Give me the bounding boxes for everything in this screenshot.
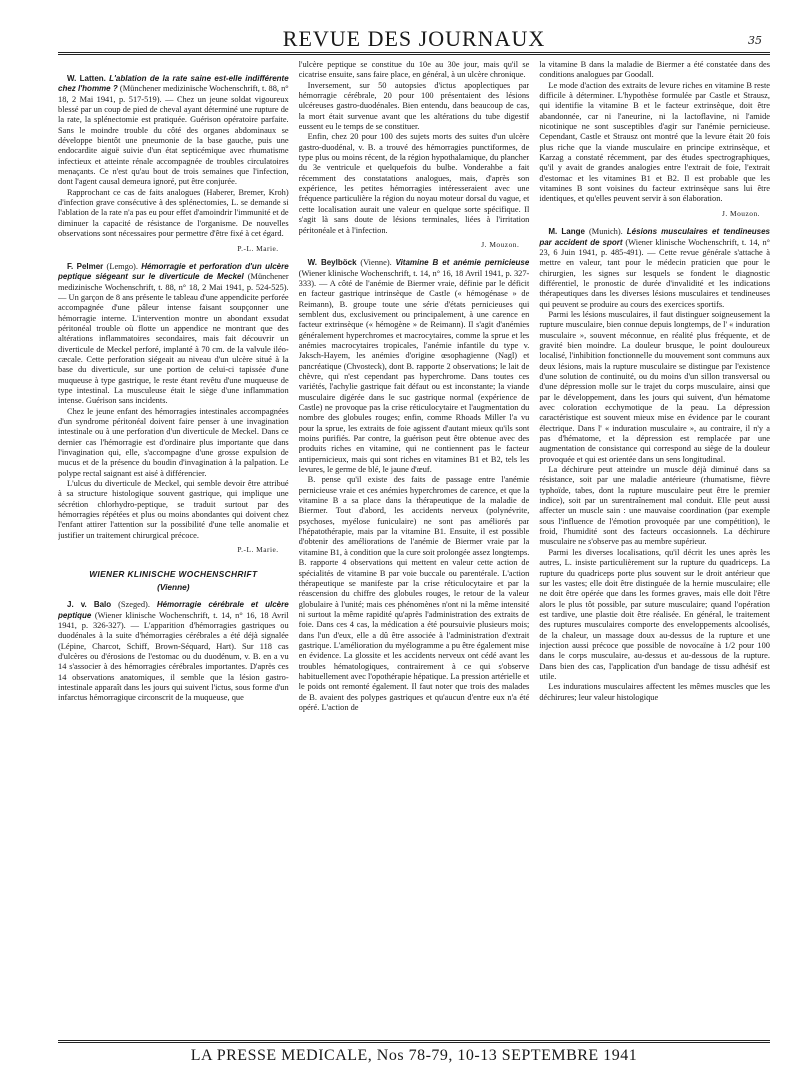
- continued-paragraph: la vitamine B dans la maladie de Biermer a été constatée dans des conditions analogues par Goodall.: [539, 60, 770, 80]
- journal-name-heading: WIENER KLINISCHE WOCHENSCHRIFT: [89, 569, 258, 580]
- page-header: [58, 22, 770, 56]
- paragraph: Le mode d'action des extraits de levure riches en vitamine B reste difficile à déterminer. L'hypothèse formulée par Castle et Strausz, qui identifie la vitamine B et le facteur extrinsèque, doit être abandonnée, car ni l'aneurine, ni la lactoflavine, ni l'amide nicotinique ne sont susceptibles d'agir sur l'anémie pernicieuse. Cependant, Castle et Strausz ont montré que la levure était 20 fois plus riche que la viande musculaire en principe extrinsèque, et Karzag a constaté récemment, par des études spectrographiques, qu'il y avait de grandes analogies entre l'extrait de foie, l'extrait d'estomac et les vitamines B1 et B2. Il est probable que les vitamines B sont voisines du facteur extrinsèque sans lui être identiques, et qu'elles peuvent servir à son élaboration.: [539, 80, 770, 204]
- reviewer-signature: P.-L. Marie.: [237, 243, 279, 253]
- journal-section-title: REVUE DES JOURNAUX: [282, 26, 546, 51]
- paragraph: Parmi les lésions musculaires, il faut distinguer soigneusement la rupture musculaire, bien connue depuis longtemps, de l' « induration musculaire », souvent méconnue, en réalité plus fréquente, et de gravité bien moindre. La douleur brusque, le point douloureux localisé, l'inhibition fonctionnelle du mouvement sont communs aux deux lésions, mais la rupture musculaire se distingue par l'existence d'une solution de continuité, ou du moins d'un sillon transversal ou d'une dépression molle sur le trajet du corps musculaire, ainsi que par le développement, dans les jours qui suivent, d'un hématome avec coloration ecchymotique de la peau. La dépression caractéristique est souvent mieux mise en évidence par le courant électrique. Dans l' « induration musculaire », au contraire, il n'y a pas d'hématome, et la dépression est remplacée par une augmentation de consistance qui correspond au siège de la douleur provoquée et qui est orientée dans un sens longitudinal.: [539, 309, 770, 464]
- reviewer-signature: J. Mouzon.: [481, 239, 520, 249]
- paragraph: Rapprochant ce cas de faits analogues (Haberer, Bremer, Kroh) d'infection grave consécutive à des splénectomies, L. se demande si l'ablation de la rate n'a pas eu pour effet d'amoindrir l'immunité et de diminuer la capacité de résistance de l'organisme. De nouvelles observations sont nécessaires pour permettre d'être fixé à cet égard.: [58, 187, 289, 239]
- article-place: (Lemgo).: [106, 261, 138, 271]
- article-place: (Munich).: [589, 227, 623, 237]
- paragraph: La déchirure peut atteindre un muscle déjà diminué dans sa résistance, soit par une maladie antérieure (rhumatisme, fièvre typhoïde, tabes, dont la rupture musculaire peut être le premier indice), soit par un surentraînement mal conduit. Elle peut aussi affecter un muscle sain : une mauvaise coordination (par exemple sous l'influence de l'émotion provoquée par une compétition), le froid, l'humidité sont des facteurs occasionnels. La déchirure musculaire ne s'observe pas au membre supérieur.: [539, 465, 770, 547]
- reviewer-signature: J. Mouzon.: [721, 208, 760, 218]
- article-place: (Vienne).: [360, 258, 392, 268]
- article-columns: [58, 60, 770, 1033]
- article-body: (Wiener klinische Wochenschrift, t. 14, n° 16, 18 Avril 1941, p. 326-327). — L'apparition d'hémorragies gastriques ou duodénales à la suite d'hémorragies cérébrales a été déjà signalée (Lépine, Charcot, Schiff, Brown-Séquard, Hart). Sur 118 cas d'ulcères ou d'érosions de l'estomac ou du duodénum, v. B. en a vu 14 s'associer à des hémorragies cérébrales importantes. D'après ces 14 observations anatomiques, il semble que la lésion gastro-intestinale apparaît dans les jours qui suivent l'ictus, sous forme d'un infarctus hémorragique circonscrit de la muqueuse, que: [58, 610, 289, 703]
- paragraph: Chez le jeune enfant des hémorragies intestinales accompagnées d'un syndrome péritonéal doivent faire penser à une invagination intestinale ou à une perforation d'un diverticule de Meckel. Dans ce dernier cas l'hémorragie est d'ordinaire plus importante que dans l'invagination qui, elle, s'accompagne d'une grosse expulsion de mucus et de la présence du boudin d'invagination à la palpation. Le polype rectal saignant est aisé à différencier.: [58, 406, 289, 478]
- paragraph: Les indurations musculaires affectent les mêmes muscles que les déchirures; leur valeur histologique: [539, 682, 770, 702]
- reviewer-signature: P.-L. Marie.: [237, 545, 279, 555]
- article-author: J. v. Balo: [67, 600, 112, 610]
- page-number: 35: [748, 34, 762, 47]
- page-footer: [58, 1040, 770, 1070]
- paragraph: Enfin, chez 20 pour 100 des sujets morts des suites d'un ulcère gastro-duodénal, v. B. a trouvé des hémorragies punctiformes, de type plus ou moins récent, de la région hypothalamique, du plancher du 3e ventricule et quelquefois du bulbe. Vonderahbe a fait récemment des constatations analogues, mais, d'après son expérience, les petites hémorragies intéresseraient avec une fréquence particulière la région du noyau moteur dorsal du vague, et cette localisation aurait une valeur en quelque sorte spécifique. Il s'agit là sans doute de lésions terminales, liées à l'irritation péritonéale et à l'infection.: [298, 132, 530, 235]
- paragraph: Parmi les diverses localisations, qu'il décrit les unes après les autres, L. insiste particulièrement sur la rupture du quadriceps. La rupture du quadriceps porte plus souvent sur le droit antérieur que sur les vastes; elle doit être distinguée de la hernie musculaire; elle ne doit être opérée que dans les formes graves, mais elle doit l'être alors le plus tôt possible, par suture musculaire; quand l'opération est tardive, une plastie doit être réalisée. En général, le traitement des ruptures musculaires comporte des enveloppements alcoolisés, de la chaleur, un massage doux au-dessus de la rupture et une injection aussi précoce que possible de novocaïne à 1/2 pour 100 dans le corps musculaire, au-dessus et au-dessous de la rupture. Dans bien des cas, l'application d'un bandage de tissu adhésif est utile.: [539, 547, 770, 681]
- column-left: [58, 60, 289, 1033]
- article-author: W. Beylböck: [307, 258, 357, 268]
- continued-paragraph: l'ulcère peptique se constitue du 10e au 30e jour, mais qu'il se cicatrise ensuite, sans faire place, en général, à un ulcère chronique.: [298, 60, 530, 80]
- article-place: (Szeged).: [118, 600, 150, 610]
- article-title: L'ablation de la rate saine est-elle indifférente chez l'homme ?: [58, 74, 289, 94]
- article-title: Lésions musculaires et tendineuses par accident de sport: [539, 227, 770, 247]
- article-body: (Wiener klinische Wochenschrift, t. 14, n° 23, 6 Juin 1941, p. 485-491). — Cette revue générale s'attache à mettre en valeur, tant pour le médecin praticien que pour le chirurgien, les signes sur lesquels se fondent le diagnostic différentiel, le pronostic de durée d'invalidité et les indications thérapeutiques dans les diverses lésions musculaires et tendineuses qui peuvent se produire au cours des exercices sportifs.: [539, 237, 770, 309]
- article-author: F. Pelmer: [67, 261, 104, 271]
- article-entry: [299, 258, 530, 475]
- paragraph: Inversement, sur 50 autopsies d'ictus apoplectiques par hémorragie cérébrale, 20 pour 100 présentaient des lésions ulcéreuses gastro-duodénales. Bien entendu, dans beaucoup de cas, la mort était survenue avant que les altérations du tube digestif eussent eu le temps de se constituer.: [298, 80, 530, 132]
- article-body: (Wiener klinische Wochenschrift, t. 14, n° 16, 18 Avril 1941, p. 327-333). — A côté de l'anémie de Biermer vraie, définie par le déficit en facteur gastrique intrinsèque de Castle (« hémogénase » de Reimann), B. groupe toute une série d'états pernicieuses qui semblent dus, exclusivement ou principalement, à une carence en facteur extrinsèque (« hémogène » de Reimann). Il s'agit d'anémies généralement hyperchromes et macrocytaires, comme la sprue et les anémies macrocytaires tropicales, l'anémie infantile du type v. Jaksch-Hayem, les anémies d'origine œsophagienne (Nagl) et pancréatique (Chvosteck), dont B. rapporte 2 observations; le lait de chèvre, qui n'est cependant pas hyperchrome. Dans toutes ces variétés, l'achylie gastrique fait défaut ou est inconstante; la viande musculaire digérée dans le suc gastrique normal (expérience de Castle) ne provoque pas la crise réticulocytaire et l'augmentation du nombre des globules rouges; enfin, comme Rhoads Miller l'a vu pour la sprue, les extraits de foie agissent d'autant mieux qu'ils sont moins purifiés. Par contre, la guérison peut être obtenue avec des produits riches en vitamine, qui ne contiennent pas le facteur antipernicieux, mais qui sont riches en vitamines B1 et B2, tels les levures, le germe de blé, le jaune d'œuf.: [298, 268, 530, 475]
- column-middle: [299, 60, 530, 1033]
- article-title: Hémorragie cérébrale et ulcère peptique: [58, 600, 289, 620]
- paragraph: B. pense qu'il existe des faits de passage entre l'anémie pernicieuse vraie et ces anémies hyperchromes de carence, et que la vitamine B a sa place dans la thérapeutique de la maladie de Biermer. Tout d'abord, les accidents nerveux (polynévrite, psychoses, myélose funiculaire) ne sont pas améliorés par l'hépatothérapie, mais par la vitamine B1. Ensuite, il est possible d'obtenir des améliorations de l'anémie de Biermer vraie par la vitamine B1, à condition que la cure soit prolongée assez longtemps. B. rapporte 4 observations qui mettent en valeur cette action de spécialités de vitamine B par voie buccale ou parentérale. L'action thérapeutique se manifeste par la crise réticulocytaire et par la réascension du chiffre des globules rouges, le retour de la valeur globulaire à l'unité; mais ces phénomènes n'ont ni la même intensité ni surtout la même rapidité qu'après l'administration des extraits de foie. Dans ces 4 cas, la médication a été poursuivie plusieurs mois; dans l'un d'eux, elle a dû être associée à l'administration d'extrait gastrique. L'amélioration du myélogramme a pu être également mise en évidence. La glossite et les accidents nerveux ont cédé avant les troubles hématologiques, contrairement à ce qui s'observe habituellement avec l'opothérapie hépatique. La pression artérielle et le poids ont remonté également. Il faut noter que trois des malades de B. avaient des polypes gastriques et qu'aucun d'entre eux n'a été opéré. L'action de: [298, 475, 530, 712]
- article-author: W. Latten.: [67, 74, 106, 83]
- article-entry: [539, 227, 770, 310]
- footer-citation: LA PRESSE MEDICALE, Nos 78-79, 10-13 SEPTEMBRE 1941: [190, 1047, 638, 1064]
- article-entry: [58, 74, 289, 188]
- article-entry: [58, 262, 289, 407]
- article-entry: [58, 600, 289, 703]
- journal-city: (Vienne): [157, 581, 190, 592]
- article-body: (Münchener medizinische Wochenschrift, t. 88, n° 18, 2 Mai 1941, p. 524-525). — Un garçon de 8 ans présente le tableau d'une appendicite perforée accompagnée d'une pâleur intense faisant soupçonner une hémorragie interne. L'intervention montre un abondant exsudat péritonéal trouble où flotte un appendice ne montrant que des altérations inflammatoires secondaires, mais fait découvrir un diverticule de Meckel perforé, implanté à 70 cm. de la valvule iléo-cæcale. Cette perforation siégeait au niveau d'un ulcère situé à la base du diverticule, sur une portion de celui-ci tapissée d'une muqueuse à type gastrique, le reste étant revêtu d'une muqueuse de type intestinal. La musculeuse était le siège d'une inflammation intense. Guérison sans incidents.: [58, 272, 289, 406]
- paragraph: L'ulcus du diverticule de Meckel, qui semble devoir être attribué à sa structure histologique souvent gastrique, qui implique une sécrétion chlorhydro-peptique, se traduit surtout par des hémorragies répétées et plus ou moins abondantes qui doivent chez l'enfant attirer l'attention sur la possibilité d'une telle anomalie et justifier un traitement chirurgical précoce.: [58, 479, 289, 540]
- article-author: M. Lange: [548, 227, 585, 237]
- header-rule: [58, 52, 770, 55]
- article-title: Vitamine B et anémie pernicieuse: [395, 258, 530, 268]
- article-body: (Münchener medizinische Wochenschrift, t. 88, n° 18, 2 Mai 1941, p. 517-519). — Chez un jeune soldat vigoureux blessé par un coup de pied de cheval ayant déterminé une rupture de la rate, la splénectomie est pratiquée. Guérison opératoire parfaite. Sans le moindre trouble du côté des organes abdominaux se développe bientôt une pneumonie de la base gauche, puis une endocardite aiguë suivie d'un état septicémique avec rhumatisme infectieux et atteinte rénale accompagnée de troubles circulatoires menaçants. Ce n'est qu'au bout de trois semaines que l'infection, dont l'agent causal demeura ignoré, put être conjurée.: [58, 84, 289, 187]
- column-right: [539, 60, 770, 1033]
- article-title: Hémorragie et perforation d'un ulcère peptique siégeant sur le diverticule de Meckel: [58, 261, 289, 282]
- footer-rule: [58, 1040, 770, 1043]
